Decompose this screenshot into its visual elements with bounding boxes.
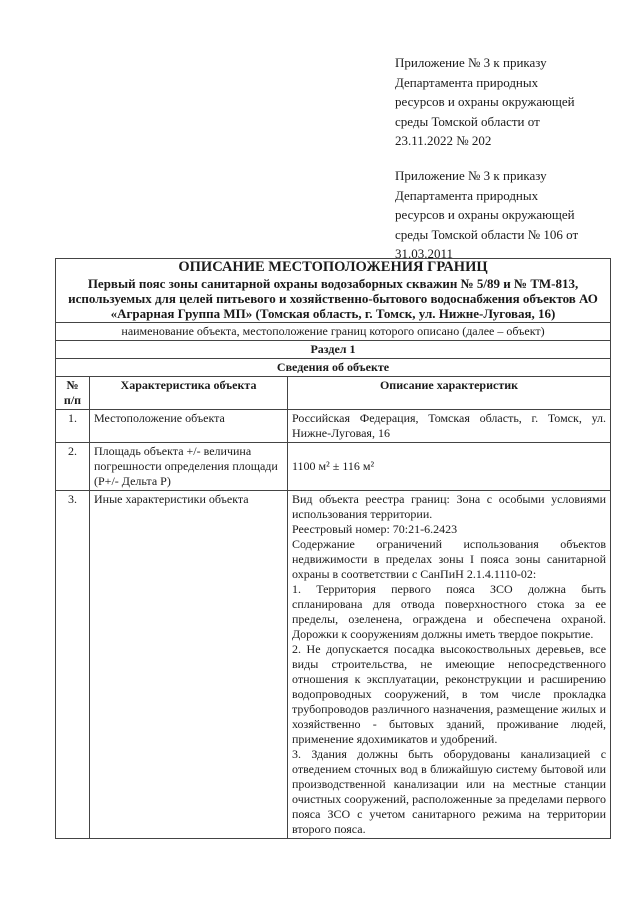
- row-characteristic: Иные характеристики объекта: [90, 491, 288, 839]
- row-description: [288, 443, 611, 491]
- appendix-line: Приложение № 3 к приказу: [395, 55, 547, 70]
- section-row: [56, 341, 611, 359]
- appendix-line: среды Томской области № 106 от: [395, 226, 579, 242]
- table-row: [56, 410, 611, 443]
- table-row: [56, 491, 611, 839]
- appendix-line: Приложение № 3 к приказу: [395, 168, 547, 183]
- title-cell: [56, 259, 611, 323]
- document-subtitle: Первый пояс зоны санитарной охраны водозаборных скважин № 5/89 и № ТМ-813, используемых для целей питьевого и хозяйственно-бытового водоснабжения объектов АО «Аграрная Группа МП» (Томская область, г. Томск, ул. Нижне-Луговая, 16): [68, 276, 598, 321]
- description-paragraph: Содержание ограничений использования объектов недвижимости в пределах зоны I пояса зоны санитарной охраны в соответствии с СанПиН 2.1.4.1110-02:: [292, 537, 607, 581]
- table-row: [56, 443, 611, 491]
- col-header-description: Описание характеристик: [288, 377, 611, 410]
- appendix-line: ресурсов и охраны окружающей: [395, 207, 575, 222]
- description-paragraph: 2. Не допускается посадка высокоствольных деревьев, все виды строительства, не имеющие непосредственного отношения к эксплуатации, реконструкции и расширению водопроводных сооружений, в том числе прокладка трубопроводов различного назначения, размещение жилых и хозяйственно - бытовых зданий, проживание людей, применение ядохимикатов и удобрений.: [292, 642, 607, 746]
- row-number: 3.: [56, 491, 90, 839]
- appendix-line: среды Томской области от: [395, 113, 540, 129]
- appendix-note-2: [395, 166, 595, 264]
- document-title: ОПИСАНИЕ МЕСТОПОЛОЖЕНИЯ ГРАНИЦ: [178, 259, 488, 275]
- description-paragraph: 1100 м² ± 116 м²: [292, 459, 375, 473]
- appendix-line: 31.03.2011: [395, 246, 454, 261]
- section-sub-row: [56, 359, 611, 377]
- row-characteristic: Местоположение объекта: [90, 410, 288, 443]
- row-number: 2.: [56, 443, 90, 491]
- title-row: [56, 259, 611, 323]
- row-characteristic: Площадь объекта +/- величина погрешности определения площади (Р+/- Дельта Р): [90, 443, 288, 491]
- col-header-num: № п/п: [56, 377, 90, 410]
- description-paragraph: 1. Территория первого пояса ЗСО должна быть спланирована для отвода поверхностного стока за ее пределы, озеленена, ограждена и обеспечена охраной. Дорожки к сооружениям должны иметь твердое покрытие.: [292, 582, 607, 641]
- appendix-line: ресурсов и охраны окружающей: [395, 94, 575, 109]
- appendix-line: 23.11.2022 № 202: [395, 133, 492, 148]
- caption-row: [56, 323, 611, 341]
- row-description: [288, 410, 611, 443]
- row-number: 1.: [56, 410, 90, 443]
- description-paragraph: Реестровый номер: 70:21-6.2423: [292, 522, 458, 536]
- appendix-line: Департамента природных: [395, 74, 539, 90]
- section-subheading: Сведения об объекте: [56, 359, 611, 377]
- col-header-characteristic: Характеристика объекта: [90, 377, 288, 410]
- row-description: [288, 491, 611, 839]
- description-paragraph: Российская Федерация, Томская область, г. Томск, ул. Нижне-Луговая, 16: [292, 411, 607, 440]
- section-heading: Раздел 1: [56, 341, 611, 359]
- description-paragraph: 3. Здания должны быть оборудованы канализацией с отведением сточных вод в ближайшую систему бытовой или производственной канализации или на местные станции очистных сооружений, расположенные за пределами первого пояса ЗСО с учетом санитарного режима на территории второго пояса.: [292, 747, 607, 836]
- appendix-line: Департамента природных: [395, 187, 539, 203]
- description-paragraph: Вид объекта реестра границ: Зона с особыми условиями использования территории.: [292, 492, 607, 521]
- boundary-description-table: [55, 258, 611, 839]
- header-row: [56, 377, 611, 410]
- appendix-note-1: [395, 53, 595, 151]
- object-caption: наименование объекта, местоположение границ которого описано (далее – объект): [56, 323, 611, 341]
